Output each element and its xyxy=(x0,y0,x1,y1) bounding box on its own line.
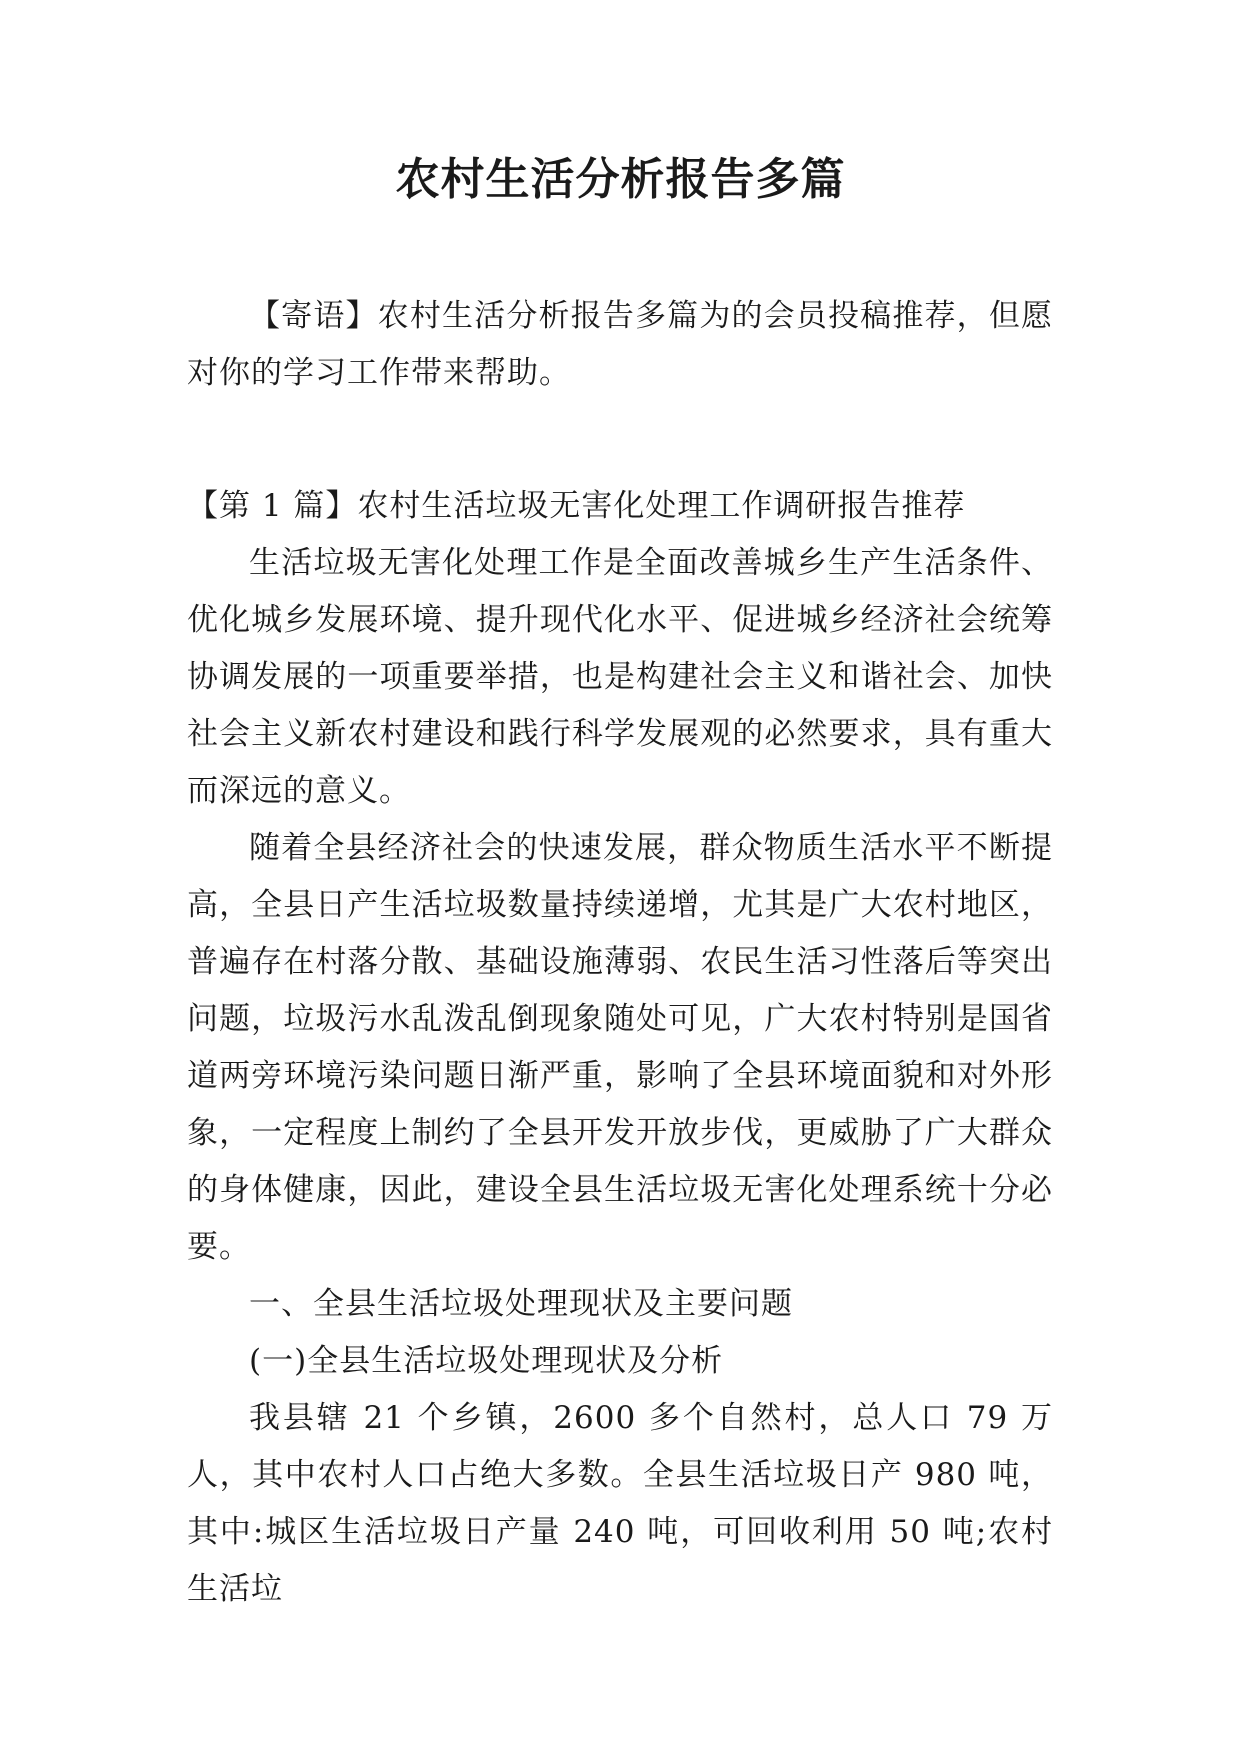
body-paragraph: 生活垃圾无害化处理工作是全面改善城乡生产生活条件、优化城乡发展环境、提升现代化水平、促进城乡经济社会统筹协调发展的一项重要举措，也是构建社会主义和谐社会、加快社会主义新农村建设和践行科学发展观的必然要求，具有重大而深远的意义。 xyxy=(187,545,1053,809)
intro-paragraph: 【寄语】农村生活分析报告多篇为的会员投稿推荐，但愿对你的学习工作带来帮助。 xyxy=(187,298,1053,391)
subheading-level-1: 一、全县生活垃圾处理现状及主要问题 xyxy=(249,1286,793,1322)
body-paragraph: 我县辖 21 个乡镇，2600 多个自然村，总人口 79 万人，其中农村人口占绝大多数。全县生活垃圾日产 980 吨，其中:城区生活垃圾日产量 240 吨，可回收利用 50 吨;农村生活垃 xyxy=(187,1400,1053,1607)
document-title: 农村生活分析报告多篇 xyxy=(395,154,846,205)
subheading-level-2: (一)全县生活垃圾处理现状及分析 xyxy=(249,1343,724,1379)
document-body xyxy=(187,288,1053,1618)
body-paragraph: 随着全县经济社会的快速发展，群众物质生活水平不断提高，全县日产生活垃圾数量持续递增，尤其是广大农村地区，普遍存在村落分散、基础设施薄弱、农民生活习性落后等突出问题，垃圾污水乱泼乱倒现象随处可见，广大农村特别是国省道两旁环境污染问题日渐严重，影响了全县环境面貌和对外形象，一定程度上制约了全县开发开放步伐，更威胁了广大群众的身体健康，因此，建设全县生活垃圾无害化处理系统十分必要。 xyxy=(187,830,1053,1265)
section-heading: 【第 1 篇】农村生活垃圾无害化处理工作调研报告推荐 xyxy=(187,488,966,524)
